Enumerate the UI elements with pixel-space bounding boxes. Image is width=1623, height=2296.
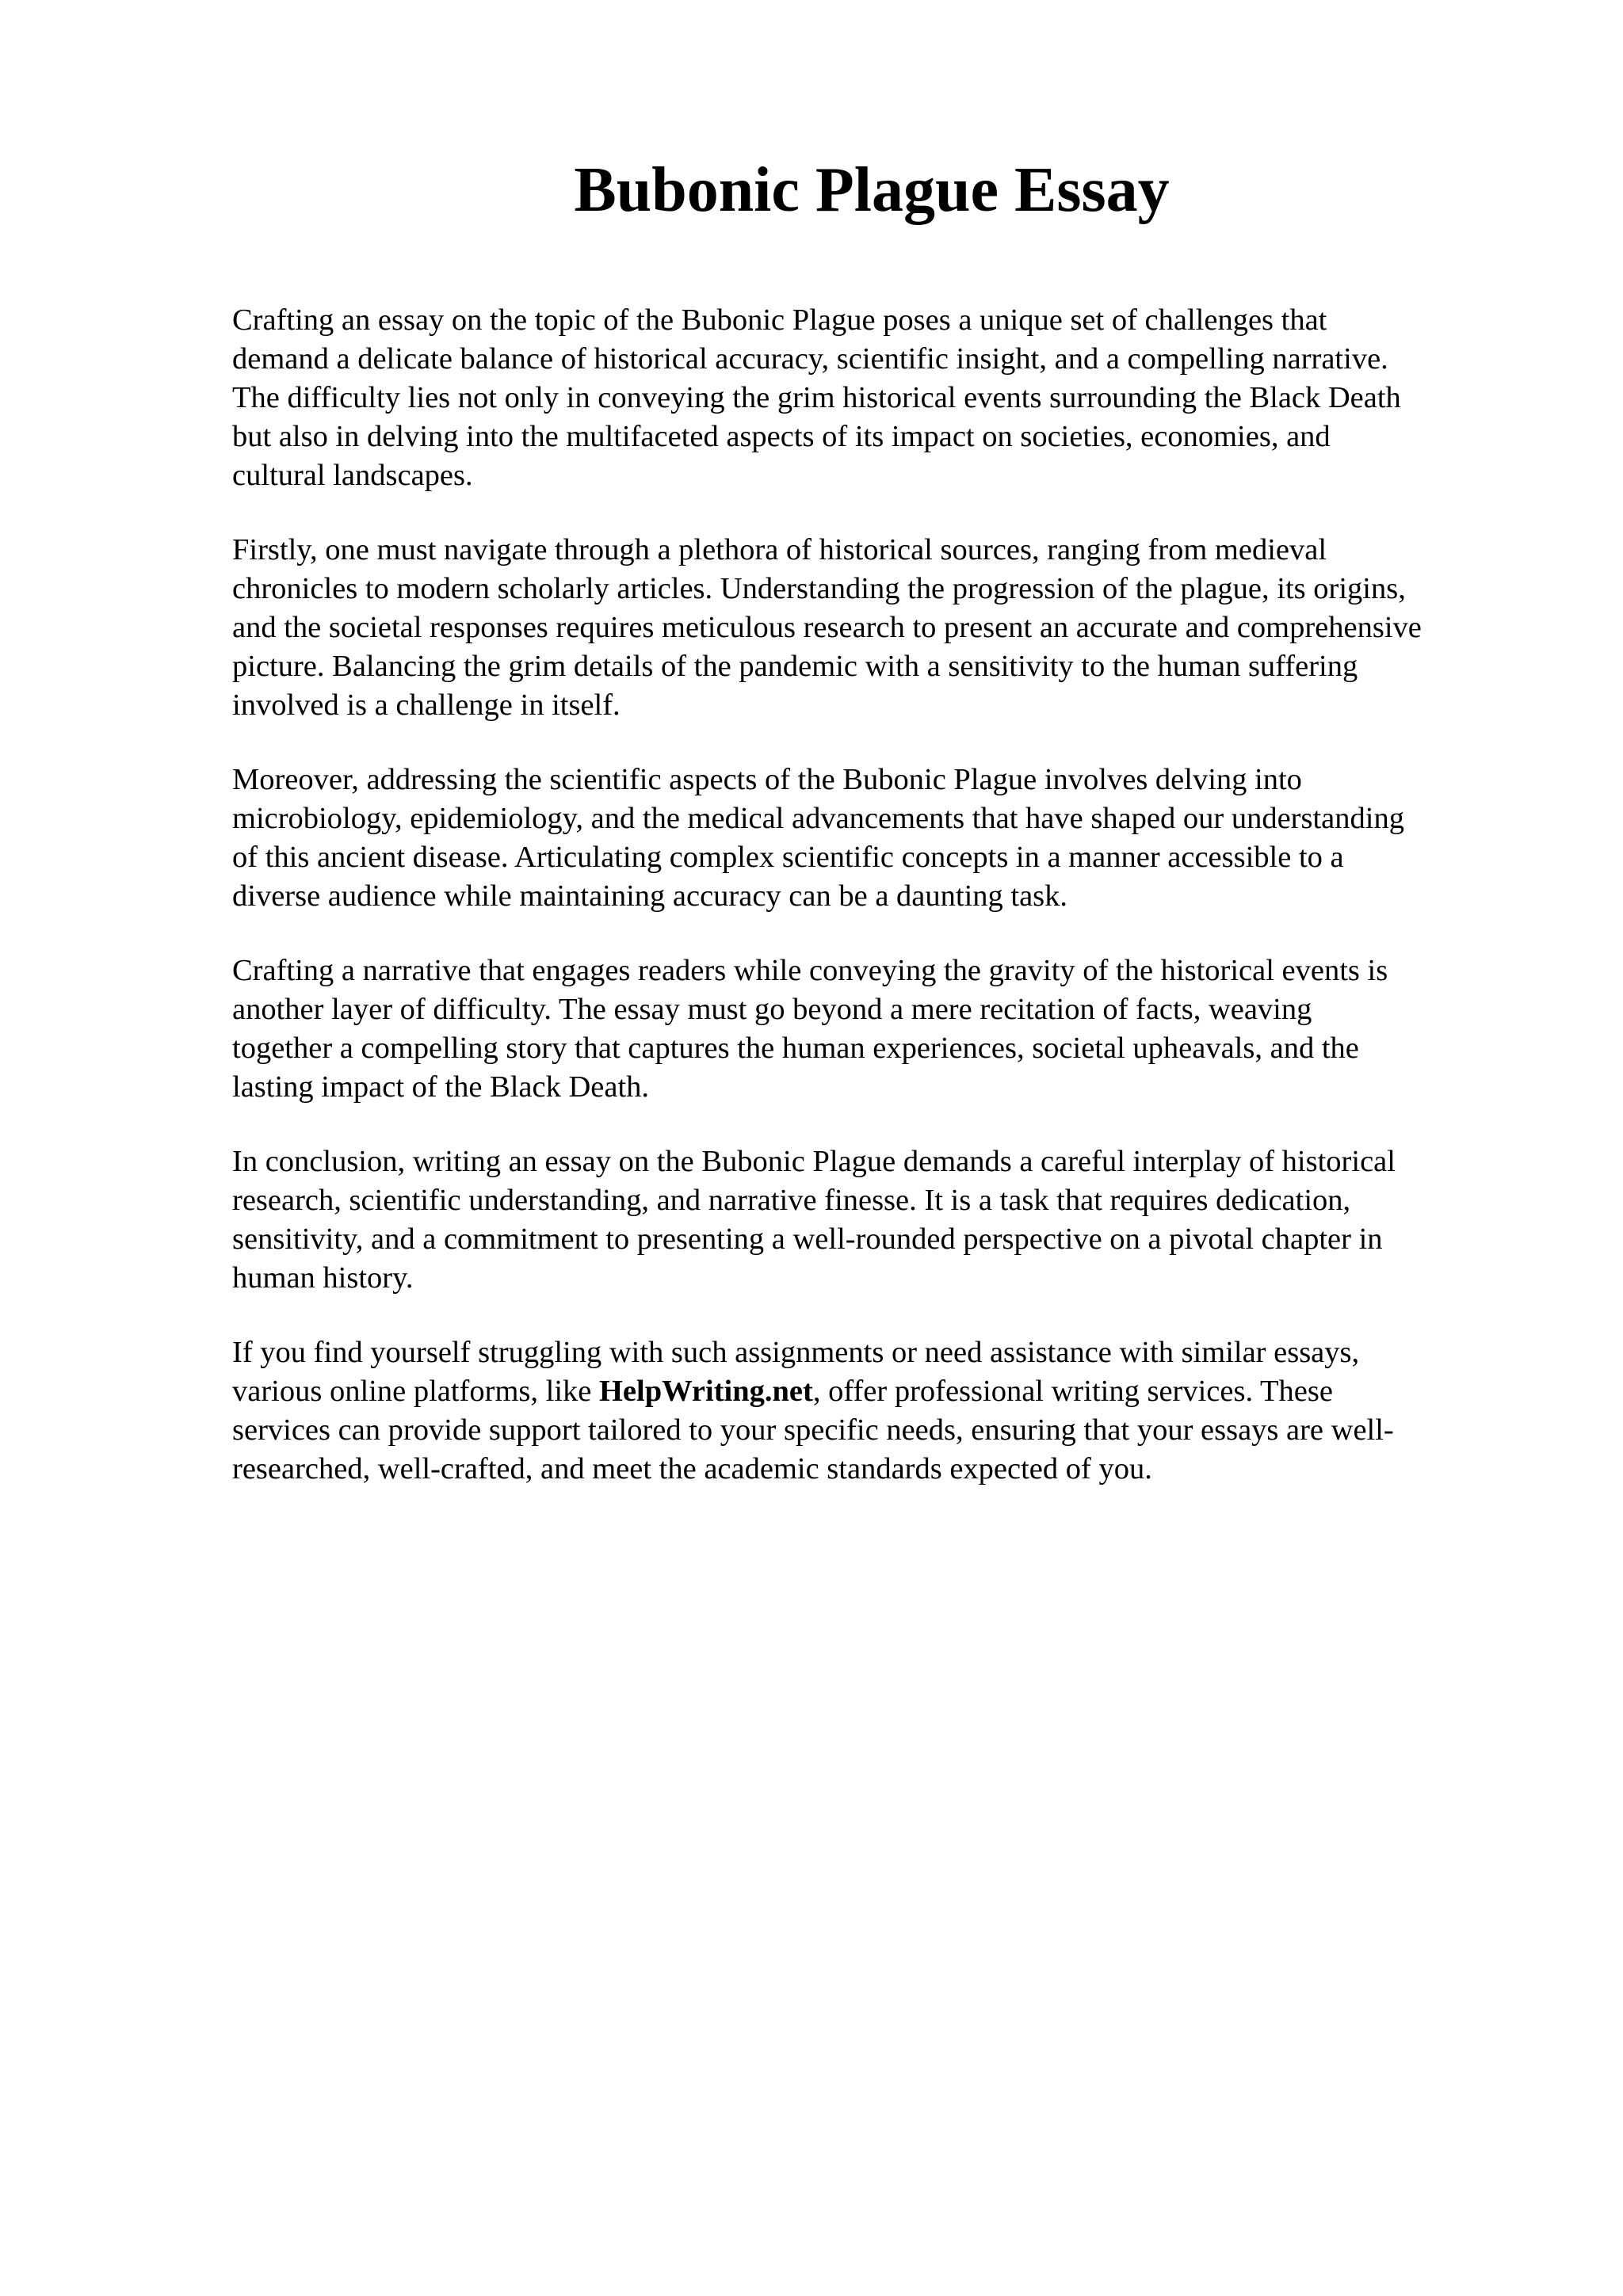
paragraph-line: researched, well-crafted, and meet the academic standards expected of you. — [232, 1452, 1152, 1486]
paragraph-line: but also in delving into the multifaceted aspects of its impact on societies, economies, and — [232, 420, 1331, 453]
paragraph-6 — [232, 1333, 1532, 1489]
paragraph-line: chronicles to modern scholarly articles. Understanding the progression of the plague, its origins, — [232, 572, 1406, 605]
line-text-after-link: , offer professional writing services. These — [812, 1375, 1333, 1408]
paragraph-3 — [232, 761, 1532, 916]
paragraph-5 — [232, 1142, 1532, 1298]
paragraph-line-with-link — [232, 1372, 1532, 1411]
paragraph-line: and the societal responses requires meticulous research to present an accurate and comprehensive — [232, 611, 1422, 644]
paragraph-line: The difficulty lies not only in conveying the grim historical events surrounding the Black Death — [232, 381, 1401, 414]
paragraph-line: If you find yourself struggling with such assignments or need assistance with similar essays, — [232, 1336, 1360, 1369]
paragraph-line: In conclusion, writing an essay on the Bubonic Plague demands a careful interplay of historical — [232, 1145, 1396, 1178]
paragraph-4 — [232, 952, 1532, 1107]
essay-body — [232, 301, 1532, 1524]
paragraph-line: another layer of difficulty. The essay must go beyond a mere recitation of facts, weaving — [232, 993, 1312, 1026]
paragraph-2 — [232, 531, 1532, 725]
paragraph-line: sensitivity, and a commitment to presenting a well-rounded perspective on a pivotal chapter in — [232, 1222, 1383, 1256]
line-text-before-link: various online platforms, like — [232, 1375, 599, 1408]
paragraph-line: demand a delicate balance of historical accuracy, scientific insight, and a compelling narrative. — [232, 342, 1388, 376]
paragraph-line: picture. Balancing the grim details of the pandemic with a sensitivity to the human suffering — [232, 650, 1358, 683]
paragraph-line: microbiology, epidemiology, and the medical advancements that have shaped our understanding — [232, 802, 1404, 835]
paragraph-line: Crafting a narrative that engages readers while conveying the gravity of the historical events is — [232, 954, 1388, 987]
paragraph-line: of this ancient disease. Articulating complex scientific concepts in a manner accessible to a — [232, 841, 1344, 874]
paragraph-line: lasting impact of the Black Death. — [232, 1070, 650, 1104]
essay-title: Bubonic Plague Essay — [574, 155, 1170, 225]
paragraph-line: involved is a challenge in itself. — [232, 688, 621, 722]
paragraph-line: Crafting an essay on the topic of the Bubonic Plague poses a unique set of challenges that — [232, 303, 1327, 337]
paragraph-line: human history. — [232, 1261, 414, 1295]
helpwriting-link[interactable]: HelpWriting.net — [598, 1375, 813, 1408]
paragraph-line: diverse audience while maintaining accuracy can be a daunting task. — [232, 879, 1068, 913]
paragraph-line: cultural landscapes. — [232, 459, 473, 492]
paragraph-1 — [232, 301, 1532, 495]
paragraph-line: together a compelling story that captures the human experiences, societal upheavals, and the — [232, 1032, 1359, 1065]
paragraph-line: research, scientific understanding, and narrative finesse. It is a task that requires dedication, — [232, 1184, 1351, 1217]
paragraph-line: services can provide support tailored to your specific needs, ensuring that your essays are well- — [232, 1413, 1394, 1447]
paragraph-line: Moreover, addressing the scientific aspects of the Bubonic Plague involves delving into — [232, 763, 1302, 796]
paragraph-line: Firstly, one must navigate through a plethora of historical sources, ranging from medieval — [232, 533, 1327, 566]
